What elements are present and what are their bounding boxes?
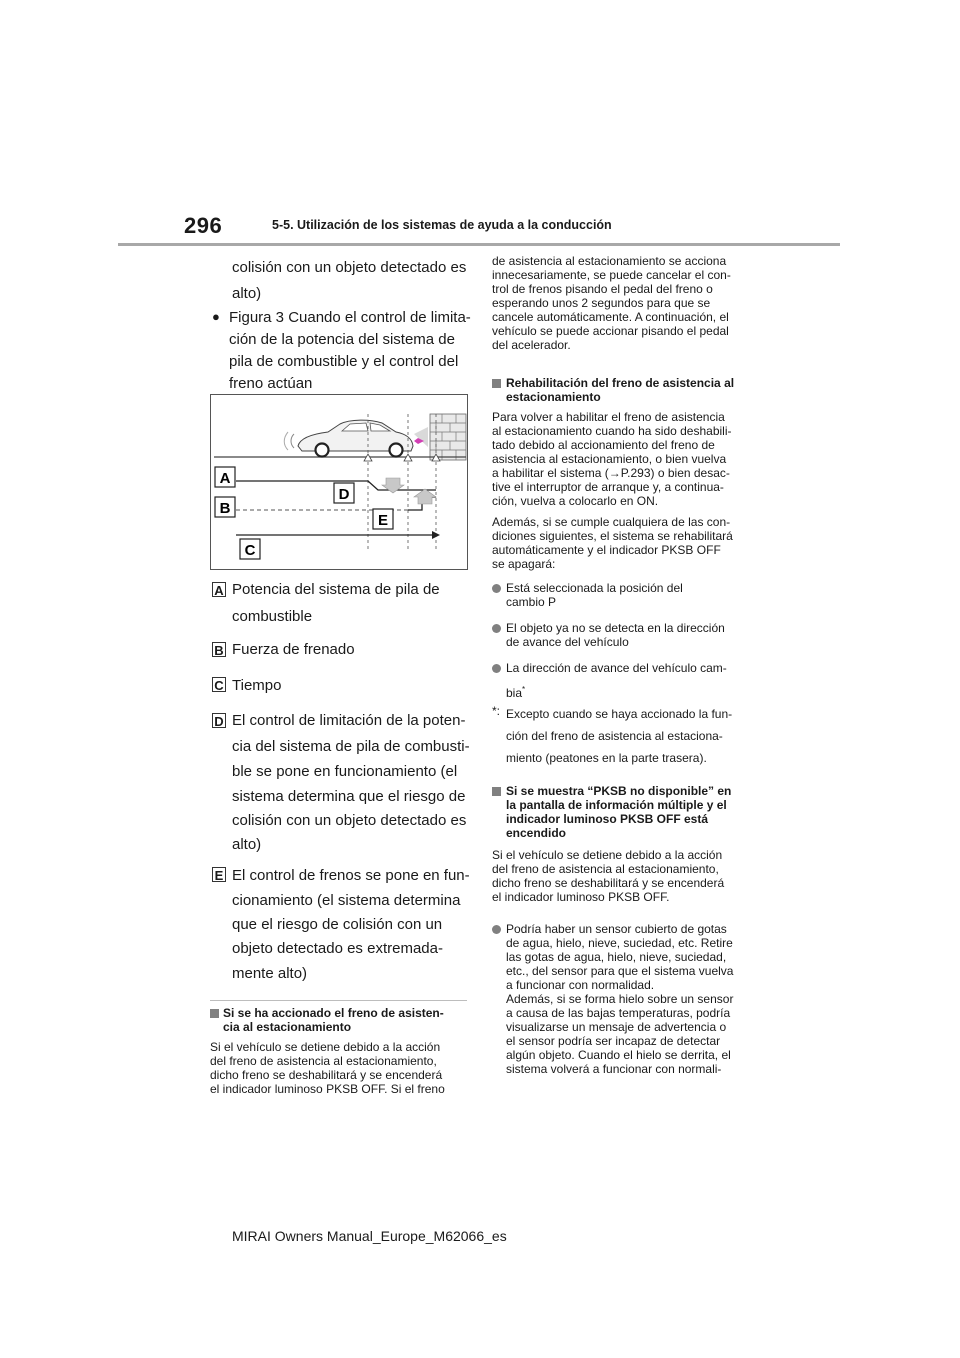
- sub-heading-line: Si se muestra “PKSB no disponible” en: [506, 784, 732, 798]
- figure-caption-line: freno actúan: [229, 375, 313, 392]
- asterisk-mark: *: [522, 685, 526, 694]
- page-number: 296: [184, 213, 223, 238]
- bullet-line: El objeto ya no se detecta en la dirección: [506, 621, 725, 635]
- body-line: asistencia al estacionamiento, o bien vuelva: [492, 452, 727, 466]
- label-b: B: [219, 500, 231, 517]
- body-line: Si el vehículo se detiene debido a la acción: [210, 1040, 441, 1054]
- square-bullet-icon: [492, 787, 501, 796]
- body-line: tado debido al accionamiento del freno de: [492, 438, 715, 452]
- body-line: Además, si se cumple cualquiera de las con-: [492, 515, 731, 529]
- bullet-line: a causa de las bajas temperaturas, podría: [506, 1006, 731, 1020]
- body-line: Para volver a habilitar el freno de asistencia: [492, 410, 725, 424]
- body-line: del freno de asistencia al estacionamiento,: [210, 1054, 437, 1068]
- bullet-line: La dirección de avance del vehículo cam-: [506, 661, 727, 675]
- round-bullet-icon: [492, 664, 501, 673]
- sub-heading-line: Si se ha accionado el freno de asisten-: [223, 1006, 444, 1020]
- legend-text: ble se pone en funcionamiento (el: [232, 763, 458, 780]
- sub-heading-line: Rehabilitación del freno de asistencia al: [506, 376, 735, 390]
- sub-heading-line: indicador luminoso PKSB OFF está: [506, 812, 709, 826]
- footnote-mark: *:: [492, 704, 501, 718]
- legend-text: combustible: [232, 608, 313, 625]
- legend-text: mente alto): [232, 965, 308, 982]
- legend-key-a: A: [212, 582, 226, 597]
- bullet-line: de avance del vehículo: [506, 635, 629, 649]
- square-bullet-icon: [210, 1009, 219, 1018]
- body-line: ción, vuelva a colocarlo en ON.: [492, 494, 659, 508]
- body-line: automáticamente y el indicador PKSB OFF: [492, 543, 721, 557]
- round-bullet-icon: [492, 584, 501, 593]
- bullet-line: Además, si se forma hielo sobre un sensor: [506, 992, 734, 1006]
- sub-heading-line: cia al estacionamiento: [223, 1020, 352, 1034]
- body-line: Si el vehículo se detiene debido a la acción: [492, 848, 723, 862]
- legend-text: Potencia del sistema de pila de: [232, 581, 440, 598]
- sub-heading-line: encendido: [506, 826, 567, 840]
- brick-wall-icon: [430, 414, 466, 460]
- sub-heading-line: la pantalla de información múltiple y el: [506, 798, 727, 812]
- figure-3-diagram: [210, 394, 468, 570]
- round-bullet-icon: [492, 925, 501, 934]
- legend-key-b: B: [212, 642, 226, 657]
- body-line: dicho freno se deshabilitará y se encenderá: [210, 1068, 443, 1082]
- footnote-line: ción del freno de asistencia al estaciona-: [506, 729, 723, 743]
- body-line: vehículo se puede accionar pisando el pedal: [492, 324, 729, 338]
- bullet-line: algún objeto. Cuando el hielo se derrita, el: [506, 1048, 731, 1062]
- footnote-line: miento (peatones en la parte trasera).: [506, 751, 707, 765]
- body-line: cancele automáticamente. A continuación, el: [492, 310, 729, 324]
- body-line: al estacionamiento cuando ha sido deshabili-: [492, 424, 732, 438]
- legend-text: Tiempo: [232, 677, 282, 694]
- legend-key-e: E: [212, 867, 226, 882]
- bullet-line: las gotas de agua, hielo, nieve, suciedad,: [506, 950, 727, 964]
- body-line: el indicador luminoso PKSB OFF. Si el freno: [210, 1082, 445, 1096]
- legend-key-d: D: [212, 713, 226, 728]
- sub-heading-line: estacionamiento: [506, 390, 601, 404]
- legend-text: cionamiento (el sistema determina: [232, 892, 461, 909]
- legend-text: que el riesgo de colisión con un: [232, 916, 443, 933]
- body-line: del freno de asistencia al estacionamiento,: [492, 862, 719, 876]
- legend-text: El control de limitación de la poten-: [232, 712, 466, 729]
- document-footer: MIRAI Owners Manual_Europe_M62066_es: [232, 1228, 507, 1244]
- body-line: de asistencia al estacionamiento se acciona: [492, 254, 727, 268]
- body-line: se apagará:: [492, 557, 556, 571]
- legend-key-c: C: [212, 677, 226, 692]
- legend-text: sistema determina que el riesgo de: [232, 788, 466, 805]
- section-divider: [210, 1000, 467, 1001]
- bullet-line: a funcionar con normalidad.: [506, 978, 655, 992]
- body-line: el indicador luminoso PKSB OFF.: [492, 890, 670, 904]
- legend-text: objeto detectado es extremada-: [232, 940, 443, 957]
- body-line: diciones siguientes, el sistema se rehabilitará: [492, 529, 733, 543]
- bullet-line: sistema volverá a funcionar con normali-: [506, 1062, 722, 1076]
- bullet-line-end: [506, 683, 525, 701]
- bullet-line: etc., del sensor para que el sistema vuelva: [506, 964, 734, 978]
- figure-caption-line: Figura 3 Cuando el control de limita-: [229, 309, 471, 326]
- body-line: dicho freno se deshabilitará y se encenderá: [492, 876, 725, 890]
- square-bullet-icon: [492, 379, 501, 388]
- figure-caption-line: ción de la potencia del sistema de: [229, 331, 455, 348]
- label-d: D: [338, 486, 350, 503]
- bullet-line: Podría haber un sensor cubierto de gotas: [506, 922, 727, 936]
- legend-text: Fuerza de frenado: [232, 641, 355, 658]
- bullet-line: cambio P: [506, 595, 557, 609]
- bullet-icon: ●: [212, 309, 220, 324]
- continued-text-line: alto): [232, 285, 262, 302]
- legend-text: El control de frenos se pone en fun-: [232, 867, 470, 884]
- footnote-line: Excepto cuando se haya accionado la fun-: [506, 707, 733, 721]
- body-line: trol de frenos pisando el pedal del freno o: [492, 282, 713, 296]
- label-e: E: [377, 512, 389, 529]
- label-c: C: [244, 542, 256, 559]
- body-line: tive el interruptor de arranque y, a continua-: [492, 480, 724, 494]
- bullet-line: visualizarse un mensaje de advertencia o: [506, 1020, 727, 1034]
- body-line: del acelerador.: [492, 338, 571, 352]
- figure-caption-line: pila de combustible y el control del: [229, 353, 459, 370]
- continued-text-line: colisión con un objeto detectado es: [232, 259, 467, 276]
- label-a: A: [219, 470, 231, 487]
- header-rule: [118, 243, 840, 246]
- bullet-line: de agua, hielo, nieve, suciedad, etc. Retire: [506, 936, 733, 950]
- legend-text: colisión con un objeto detectado es: [232, 812, 467, 829]
- bullet-line: Está seleccionada la posición del: [506, 581, 683, 595]
- section-title: 5-5. Utilización de los sistemas de ayuda a la conducción: [272, 218, 612, 232]
- legend-text: alto): [232, 836, 262, 853]
- legend-text: cia del sistema de pila de combusti-: [232, 738, 470, 755]
- bullet-line: bia: [506, 686, 523, 700]
- body-line: innecesariamente, se puede cancelar el con-: [492, 268, 731, 282]
- round-bullet-icon: [492, 624, 501, 633]
- body-line: a habilitar el sistema (→P.293) o bien desac-: [492, 466, 730, 480]
- bullet-line: el sensor podría ser incapaz de detectar: [506, 1034, 721, 1048]
- body-line: esperando unos 2 segundos para que se: [492, 296, 711, 310]
